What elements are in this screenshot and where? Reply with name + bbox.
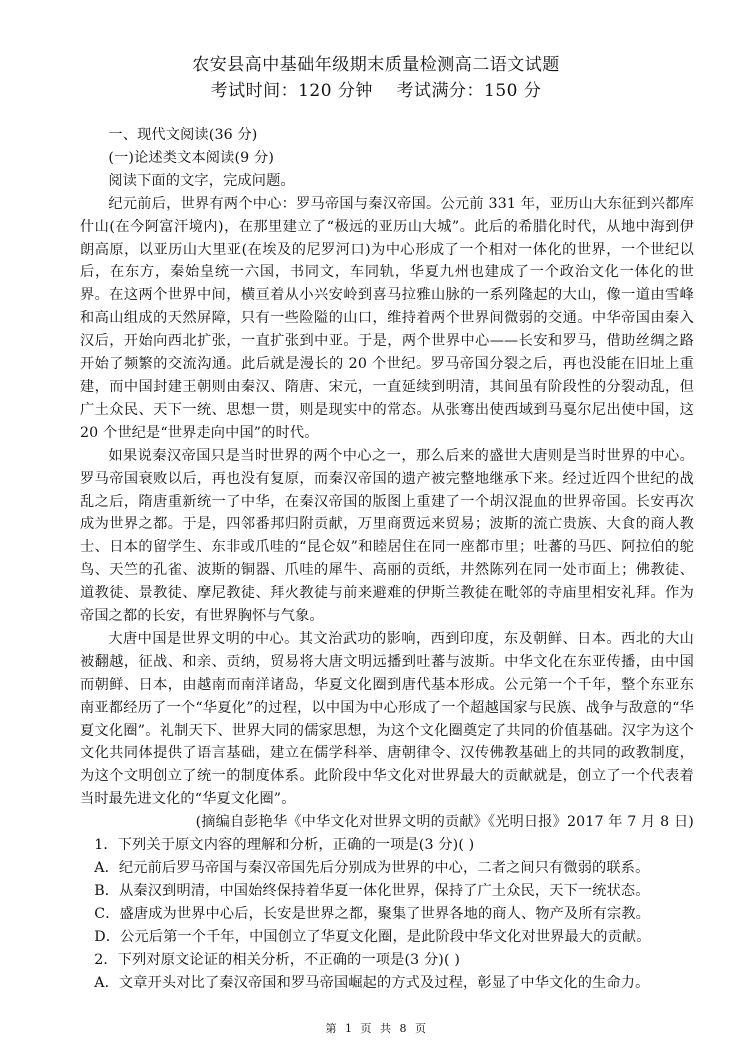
exam-content bbox=[80, 124, 694, 994]
question-1-option-c: C．盛唐成为世界中心后，长安是世界之都，聚集了世界各地的商人、物产及所有宗教。 bbox=[94, 905, 651, 922]
passage-paragraph-3: 大唐中国是世界文明的中心。其文治武功的影响，西到印度，东及朝鲜、日本。西北的大山被翻越，征战、和亲、贡纳，贸易将大唐文明远播到吐蕃与波斯。中华文化在东亚传播，由中国而朝鲜、日本，由越南而南洋诸岛，华夏文化圈到唐代基本形成。公元第一个千年，整个东亚东南亚都经历了一个“华夏化”的过程，以中国为中心形成了一个超越国家与民族、战争与敌意的“华夏文化圈”。礼制天下、世界大同的儒家思想，为这个文化圈奠定了共同的价值基础。汉字为这个文化共同体提供了语言基础，建立在儒学科举、唐朝律令、汉传佛教基础上的共同的政教制度，为这个文明创立了统一的制度体系。此阶段中华文化对世界最大的贡献就是，创立了一个代表着当时最先进文化的“华夏文化圈”。 bbox=[80, 630, 694, 808]
question-1-option-a: A．纪元前后罗马帝国与秦汉帝国先后分别成为世界的中心，二者之间只有微弱的联系。 bbox=[94, 860, 650, 876]
question-1-option-d: D．公元后第一个千年，中国创立了华夏文化圈，是此阶段中华文化对世界最大的贡献。 bbox=[94, 928, 651, 945]
subpart-heading: (一)论述类文本阅读(9 分) bbox=[108, 149, 275, 166]
exam-subtitle: 考试时间：120 分钟 考试满分：150 分 bbox=[210, 81, 542, 101]
passage-paragraph-1: 纪元前后，世界有两个中心：罗马帝国与秦汉帝国。公元前 331 年，亚历山大东征到兴都库什山(在今阿富汗境内)，在那里建立了“极远的亚历山大城”。此后的希腊化时代，从地中海到伊朗高原，以亚历山大里亚(在埃及的尼罗河口)为中心形成了一个相对一体化的世界，一个世纪以后，在东方，秦始皇统一六国，书同文，车同轨，华夏九州也建成了一个政治文化一体化的世界。在这两个世界中间，横亘着从小兴安岭到喜马拉雅山脉的一系列隆起的大山，像一道由雪峰和高山组成的天然屏障，只有一些险隘的山口，维持着两个世界间微弱的交通。中华帝国由秦入汉后，开始向西北扩张，一直扩张到中亚。于是，两个世界中心——长安和罗马，借助丝绸之路开始了频繁的交流沟通。此后就是漫长的 20 个世纪。罗马帝国分裂之后，再也没能在旧址上重建，而中国封建王朝则由秦汉、隋唐、宋元，一直延续到明清，其间虽有阶段性的分裂动乱，但广土众民、天下一统、思想一贯，则是现实中的常态。从张骞出使西域到马戛尔尼出使中国，这 20 个世纪是“世界走向中国”的时代。 bbox=[80, 195, 694, 441]
page-footer: 第 1 页 共 8 页 bbox=[325, 1022, 427, 1035]
passage-paragraph-2: 如果说秦汉帝国只是当时世界的两个中心之一，那么后来的盛世大唐则是当时世界的中心。罗马帝国衰败以后，再也没有复原，而秦汉帝国的遗产被完整地继承下来。经过近四个世纪的战乱之后，隋唐重新统一了中华，在秦汉帝国的版图上重建了一个胡汉混血的世界帝国。长安再次成为世界之都。于是，四邻番邦归附贡献，万里商贾远来贸易；波斯的流亡贵族、大食的商人教士、日本的留学生、东非或爪哇的“昆仑奴”和睦居住在同一座都市里；吐蕃的马匹、阿拉伯的鸵鸟、天竺的孔雀、波斯的铜器、爪哇的犀牛、高丽的贡纸，井然陈列在同一处市面上；佛教徒、道教徒、景教徒、摩尼教徒、拜火教徒与前来避难的伊斯兰教徒在毗邻的寺庙里相安礼拜。作为帝国之都的长安，有世界胸怀与气象。 bbox=[80, 447, 694, 625]
reading-instruction: 阅读下面的文字，完成问题。 bbox=[108, 172, 295, 189]
exam-title: 农安县高中基础年级期末质量检测高二语文试题 bbox=[192, 55, 560, 75]
question-1-option-b: B．从秦汉到明清，中国始终保持着华夏一体化世界，保持了广土众民，天下一统状态。 bbox=[94, 882, 650, 899]
question-2-stem: 2．下列对原文论证的相关分析，不正确的一项是(3 分)( ) bbox=[94, 951, 461, 968]
part-heading: 一、现代文阅读(36 分) bbox=[108, 127, 258, 143]
passage-source: (摘编自彭艳华《中华文化对世界文明的贡献》《光明日报》2017 年 7 月 8 日) bbox=[195, 814, 694, 831]
question-2-option-a: A．文章开头对比了秦汉帝国和罗马帝国崛起的方式及过程，彰显了中华文化的生命力。 bbox=[94, 974, 650, 991]
question-1-stem: 1．下列关于原文内容的理解和分析，正确的一项是(3 分)( ) bbox=[94, 837, 475, 854]
